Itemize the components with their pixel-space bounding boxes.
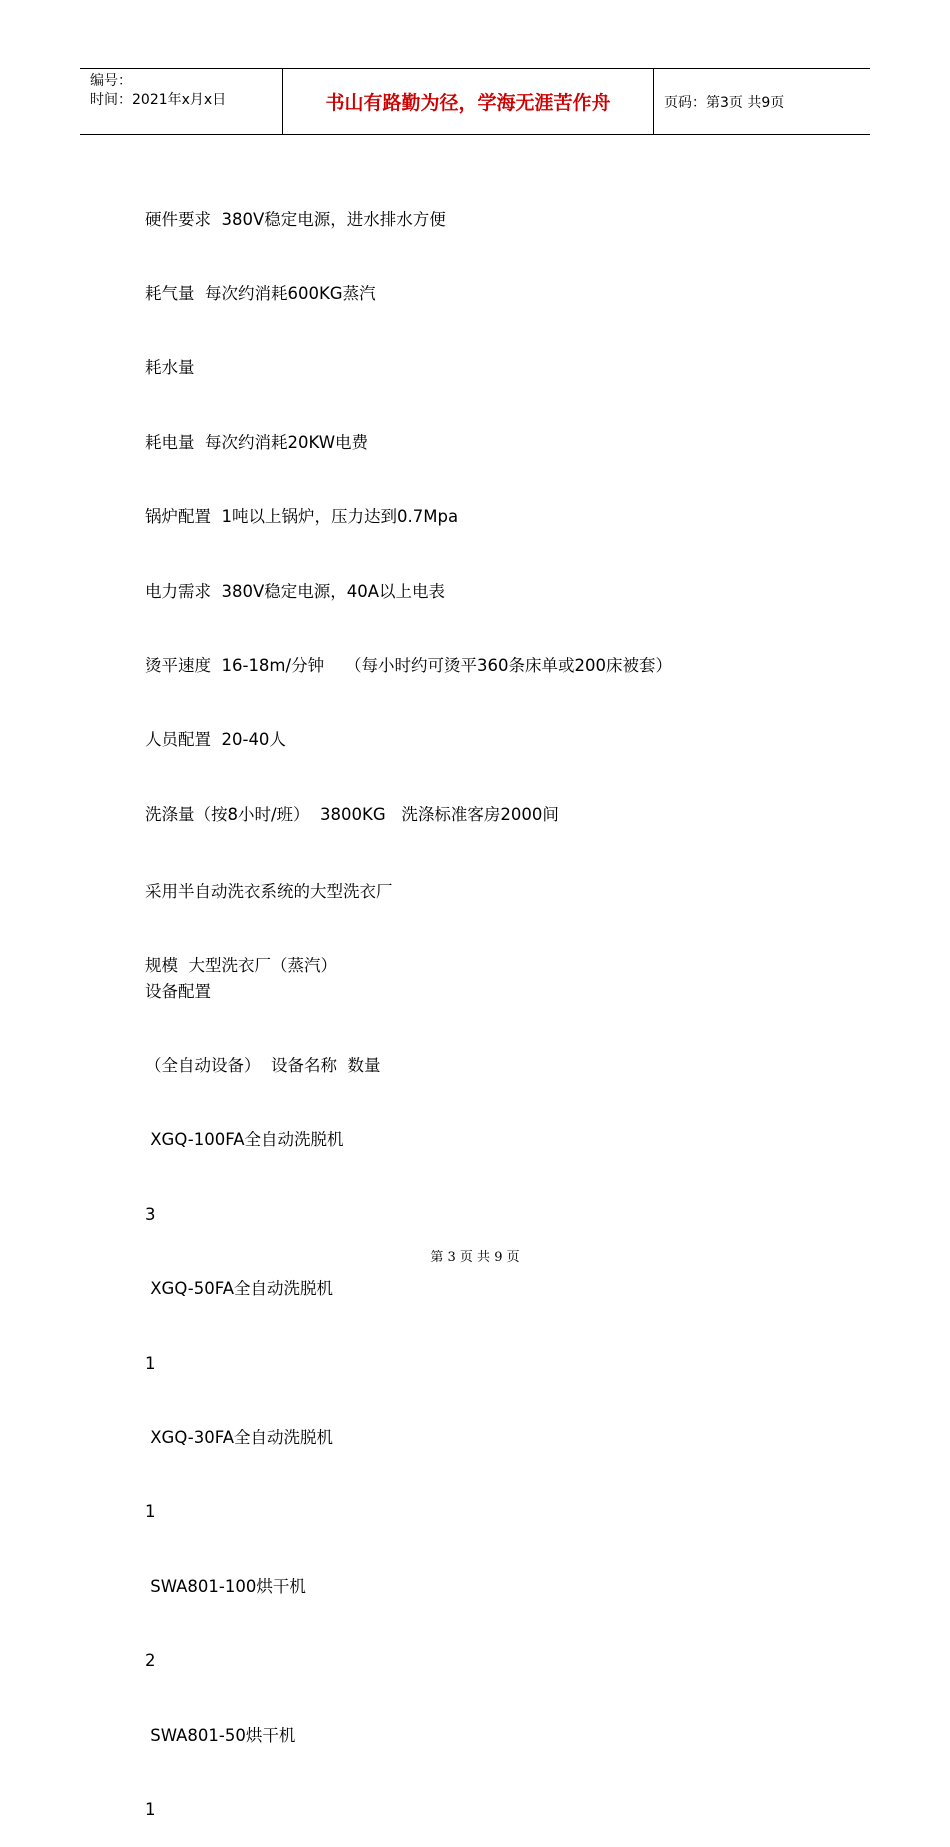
equipment-item-qty: 1 xyxy=(145,1353,156,1373)
spec-line-capacity: 洗涤量（按8小时/班） 3800KG 洗涤标准客房2000间 xyxy=(145,804,559,824)
equipment-item-name: XGQ-100FA全自动洗脱机 xyxy=(145,1130,344,1150)
header-motto: 书山有路勤为径，学海无涯苦作舟 xyxy=(282,69,654,134)
factory-scale: 规模 大型洗衣厂（蒸汽） xyxy=(145,955,337,975)
spec-line-steam: 耗气量 每次约消耗600KG蒸汽 xyxy=(145,283,376,303)
page-header xyxy=(80,68,870,135)
equipment-item-qty: 1 xyxy=(145,1799,156,1819)
equipment-item-qty: 1 xyxy=(145,1502,156,1522)
document-number-label: 编号： xyxy=(90,73,132,89)
equipment-item-name: SWA801-50烘干机 xyxy=(145,1725,296,1745)
equipment-heading: 设备配置 xyxy=(145,981,211,1001)
specs-block xyxy=(145,158,672,852)
equipment-item-name: XGQ-50FA全自动洗脱机 xyxy=(145,1279,333,1299)
spec-line-boiler: 锅炉配置 1吨以上锅炉，压力达到0.7Mpa xyxy=(145,507,459,527)
equipment-block xyxy=(145,930,380,1847)
spec-line-power-use: 耗电量 每次约消耗20KW电费 xyxy=(145,432,369,452)
header-meta xyxy=(80,69,282,134)
spec-line-power-demand: 电力需求 380V稳定电源，40A以上电表 xyxy=(145,581,446,601)
header-page-number: 页码：第3页 共9页 xyxy=(664,94,785,111)
document-time-label: 时间：2021年x月x日 xyxy=(90,92,227,108)
equipment-columns: （全自动设备） 设备名称 数量 xyxy=(145,1055,381,1075)
equipment-item-name: SWA801-100烘干机 xyxy=(145,1576,306,1596)
factory-title: 采用半自动洗衣系统的大型洗衣厂 xyxy=(145,881,393,901)
page-footer: 第 3 页 共 9 页 xyxy=(430,1250,520,1265)
spec-line-ironing-speed: 烫平速度 16-18m/分钟 （每小时约可烫平360条床单或200床被套） xyxy=(145,655,673,675)
spec-line-hardware: 硬件要求 380V稳定电源，进水排水方便 xyxy=(145,209,446,229)
equipment-item-name: XGQ-30FA全自动洗脱机 xyxy=(145,1427,333,1447)
spec-line-water: 耗水量 xyxy=(145,358,195,378)
spec-line-staff: 人员配置 20-40人 xyxy=(145,730,286,750)
equipment-item-qty: 3 xyxy=(145,1204,156,1224)
equipment-item-qty: 2 xyxy=(145,1651,156,1671)
